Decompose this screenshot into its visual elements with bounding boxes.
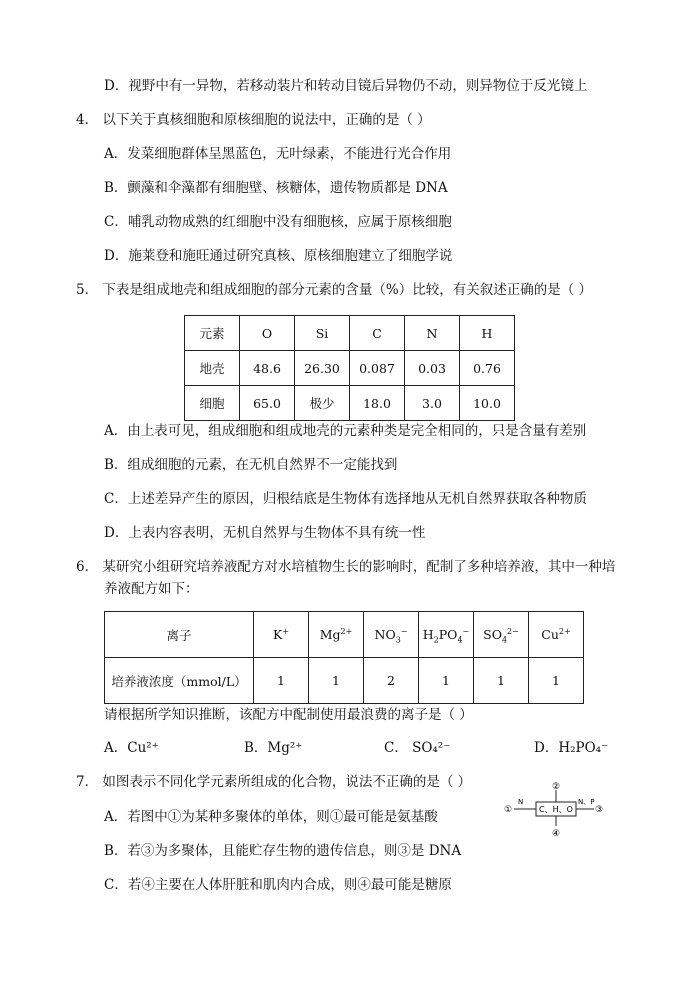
q5-option-b: B．组成细胞的元素，在无机自然界不一定能找到	[104, 457, 398, 473]
center-label: C、H、O	[539, 805, 573, 814]
table-row	[105, 612, 584, 658]
label-3: ③	[595, 805, 604, 815]
ion-h2po4: $H_2PO_4^-$	[419, 612, 474, 658]
table-cell: 2	[364, 658, 419, 704]
q4-option-c: C．哺乳动物成熟的红细胞中没有细胞核，应属于原核细胞	[104, 214, 452, 230]
q6-option-c: C． SO₄²⁻	[384, 740, 451, 756]
table-cell: 3.0	[405, 386, 460, 421]
ion-no3: $NO_3^-$	[364, 612, 419, 658]
table-cell: 18.0	[350, 386, 405, 421]
q5-option-a: A．由上表可见，组成细胞和组成地壳的元素种类是完全相同的，只是含量有差别	[104, 423, 587, 439]
q7-option-b: B．若③为多聚体，且能贮存生物的遗传信息，则③是 DNA	[104, 843, 462, 859]
q5-option-d: D．上表内容表明，无机自然界与生物体不具有统一性	[104, 525, 426, 541]
table-cell: 65.0	[240, 386, 295, 421]
table-row	[185, 386, 515, 421]
table-cell: 培养液浓度（mmol/L）	[105, 658, 254, 704]
right-element-label: N、P	[578, 798, 595, 806]
table-cell: 1	[419, 658, 474, 704]
table-cell: 地壳	[185, 351, 240, 386]
table-cell: 1	[309, 658, 364, 704]
q6-option-d: D．H₂PO₄⁻	[534, 740, 609, 756]
q5-option-c: C．上述差异产生的原因，归根结底是生物体有选择地从无机自然界获取各种物质	[104, 491, 587, 507]
table-cell: Si	[295, 316, 350, 351]
q5-stem: 5． 下表是组成地壳和组成细胞的部分元素的含量（%）比较，有关叙述正确的是（ ）	[76, 282, 592, 298]
table-cell: O	[240, 316, 295, 351]
table-row	[185, 316, 515, 351]
ion-so4: $SO_4^{2-}$	[474, 612, 529, 658]
table-row	[185, 351, 515, 386]
q7-stem: 7． 如图表示不同化学元素所组成的化合物，说法不正确的是（ ）	[76, 774, 472, 790]
label-2: ②	[552, 782, 561, 792]
left-element-label: N	[518, 798, 524, 806]
table-cell: 1	[474, 658, 529, 704]
q7-option-a: A．若图中①为某种多聚体的单体，则①最可能是氨基酸	[104, 809, 438, 825]
label-1: ①	[504, 805, 513, 815]
q7-option-c: C．若④主要在人体肝脏和肌肉内合成，则④最可能是糖原	[104, 877, 452, 893]
table-cell: 10.0	[460, 386, 515, 421]
table-row	[105, 658, 584, 704]
q3-option-d: D．视野中有一异物，若移动装片和转动目镜后异物仍不动，则异物位于反光镜上	[104, 78, 588, 94]
table-cell: 1	[254, 658, 309, 704]
q4-option-b: B．颤藻和伞藻都有细胞壁、核糖体，遗传物质都是 DNA	[104, 180, 448, 196]
ion-cu: $Cu^{2+}$	[529, 612, 584, 658]
table-cell: 1	[529, 658, 584, 704]
q6-ion-table	[104, 611, 584, 704]
table-cell: 0.087	[350, 351, 405, 386]
q6-stem-line1: 6． 某研究小组研究培养液配方对水培植物生长的影响时，配制了多种培养液，其中一种培	[76, 559, 616, 575]
q4-stem: 4． 以下关于真核细胞和原核细胞的说法中，正确的是（ ）	[76, 112, 431, 128]
q6-stem-line2: 养液配方如下：	[104, 581, 199, 597]
q6-option-b: B．Mg²⁺	[244, 740, 303, 756]
q4-option-a: A．发菜细胞群体呈黑蓝色，无叶绿素，不能进行光合作用	[104, 146, 452, 162]
compound-diagram	[500, 780, 610, 840]
table-cell: 细胞	[185, 386, 240, 421]
q6-option-a: A．Cu²⁺	[104, 740, 159, 756]
table-cell: 极少	[295, 386, 350, 421]
table-cell: C	[350, 316, 405, 351]
q5-element-table	[184, 315, 515, 421]
table-cell: 元素	[185, 316, 240, 351]
table-cell: 0.03	[405, 351, 460, 386]
table-cell: H	[460, 316, 515, 351]
q4-option-d: D．施莱登和施旺通过研究真核、原核细胞建立了细胞学说	[104, 248, 453, 264]
table-cell: 26.30	[295, 351, 350, 386]
ion-mg: $Mg^{2+}$	[309, 612, 364, 658]
label-4: ④	[552, 829, 561, 839]
table-cell: 48.6	[240, 351, 295, 386]
table-cell: 离子	[105, 612, 254, 658]
table-cell: N	[405, 316, 460, 351]
table-cell: 0.76	[460, 351, 515, 386]
ion-k: K+	[254, 612, 309, 658]
q6-question: 请根据所学知识推断，该配方中配制使用最浪费的离子是（ ）	[104, 707, 473, 723]
